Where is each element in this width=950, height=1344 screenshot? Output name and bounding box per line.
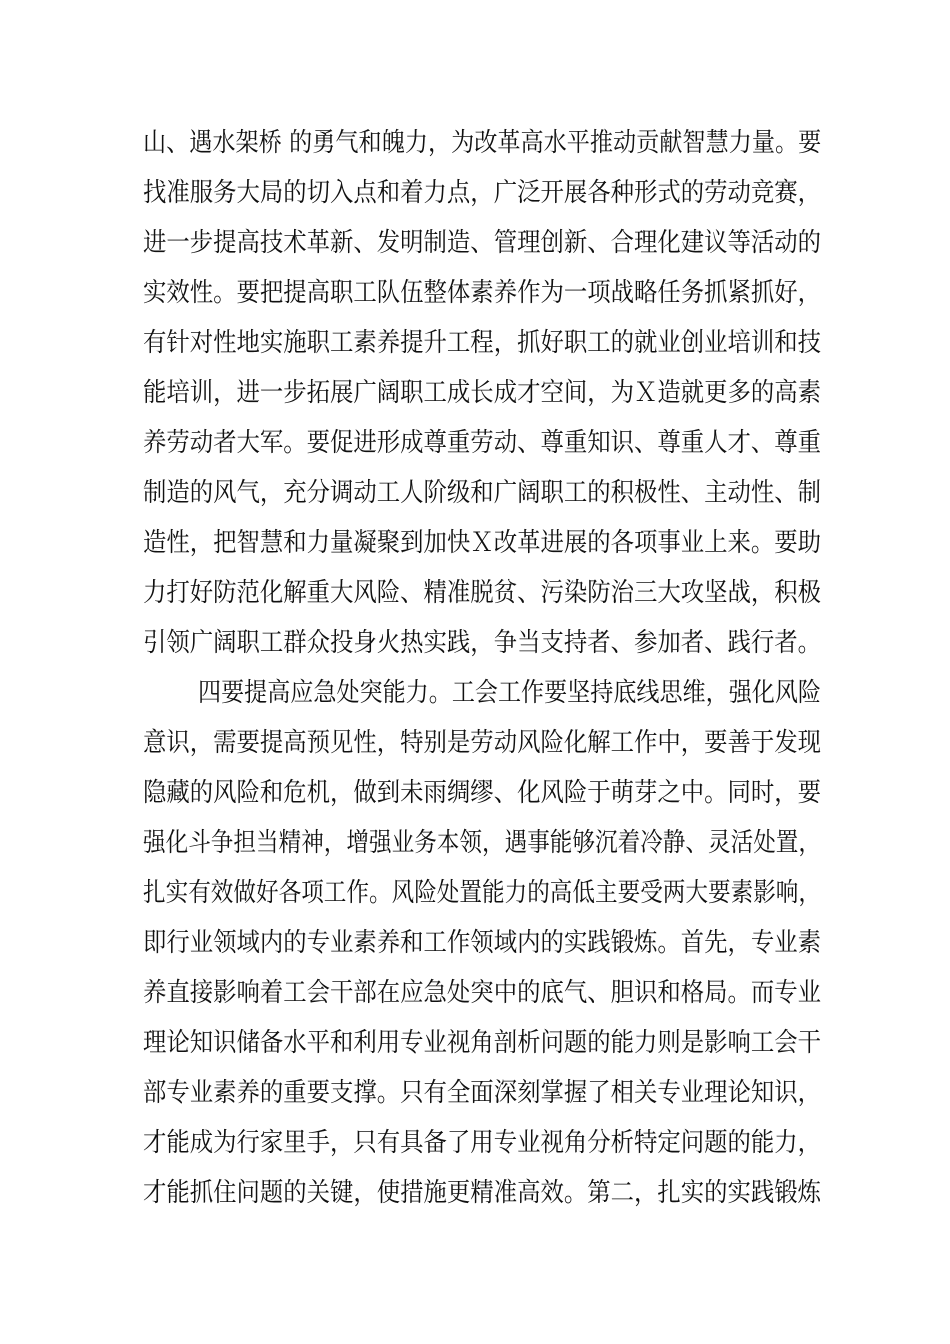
text-line: 进一步提高技术革新、发明制造、管理创新、合理化建议等活动的 (143, 228, 822, 258)
text-line: 即行业领域内的专业素养和工作领域内的实践锻炼。首先，专业素 (143, 928, 822, 958)
text-line: 扎实有效做好各项工作。风险处置能力的高低主要受两大要素影响， (143, 878, 822, 908)
text-line: 有针对性地实施职工素养提升工程，抓好职工的就业创业培训和技 (143, 328, 822, 358)
text-line: 意识，需要提高预见性，特别是劳动风险化解工作中，要善于发现 (143, 728, 822, 758)
text-line: 能培训，进一步拓展广阔职工成长成才空间，为Ｘ造就更多的高素 (143, 378, 822, 408)
text-line: 山、遇水架桥 的勇气和魄力，为改革高水平推动贡献智慧力量。要 (143, 128, 822, 158)
text-line: 才能成为行家里手，只有具备了用专业视角分析特定问题的能力， (143, 1128, 822, 1158)
text-line: 引领广阔职工群众投身火热实践，争当支持者、参加者、践行者。 (143, 628, 822, 658)
text-line: 实效性。要把提高职工队伍整体素养作为一项战略任务抓紧抓好， (143, 278, 822, 308)
text-line: 才能抓住问题的关键，使措施更精准高效。第二，扎实的实践锻炼 (143, 1178, 822, 1208)
text-line: 理论知识储备水平和利用专业视角剖析问题的能力则是影响工会干 (143, 1028, 822, 1058)
text-line: 养直接影响着工会干部在应急处突中的底气、胆识和格局。而专业 (143, 978, 822, 1008)
text-line: 力打好防范化解重大风险、精准脱贫、污染防治三大攻坚战，积极 (143, 578, 822, 608)
text-line: 隐藏的风险和危机，做到未雨绸缪、化风险于萌芽之中。同时，要 (143, 778, 822, 808)
text-line: 制造的风气，充分调动工人阶级和广阔职工的积极性、主动性、制 (143, 478, 822, 508)
text-line: 养劳动者大军。要促进形成尊重劳动、尊重知识、尊重人才、尊重 (143, 428, 822, 458)
paragraph-first-line: 四要提高应急处突能力。工会工作要坚持底线思维，强化风险 (198, 678, 822, 708)
text-line: 强化斗争担当精神，增强业务本领，遇事能够沉着冷静、灵活处置， (143, 828, 822, 858)
text-line: 找准服务大局的切入点和着力点，广泛开展各种形式的劳动竞赛， (143, 178, 822, 208)
text-line: 造性，把智慧和力量凝聚到加快Ｘ改革进展的各项事业上来。要助 (143, 528, 822, 558)
text-line: 部专业素养的重要支撑。只有全面深刻掌握了相关专业理论知识， (143, 1078, 822, 1108)
